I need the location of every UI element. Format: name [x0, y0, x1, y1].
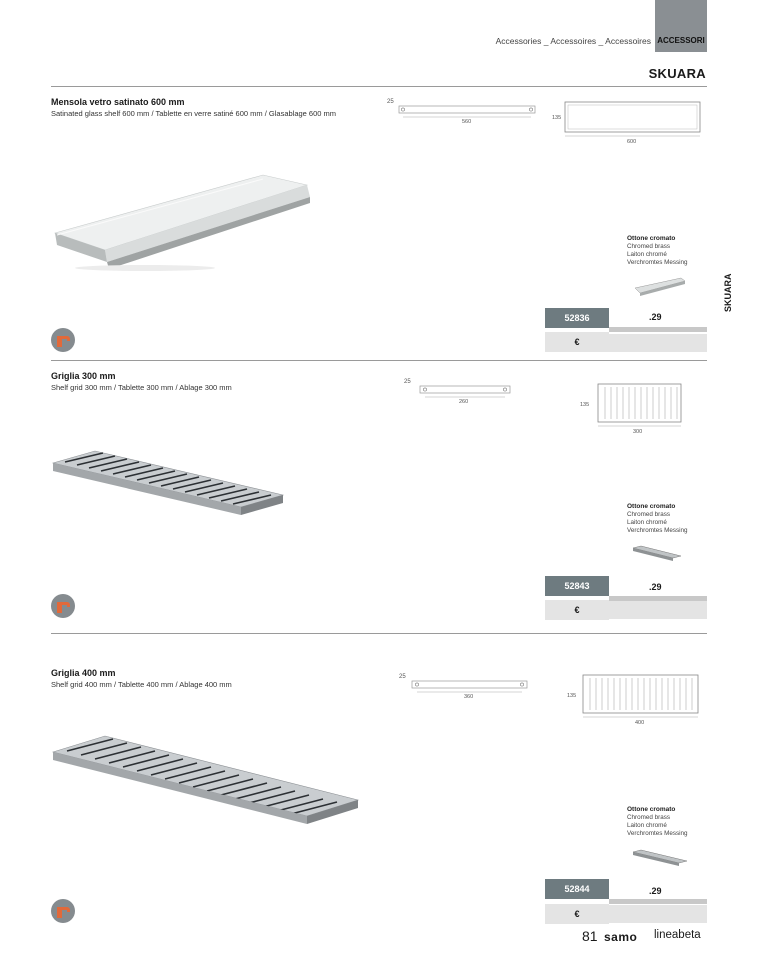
dim-inner: 360: [464, 694, 474, 700]
price-cell: [609, 905, 707, 923]
finish-name: Ottone cromato: [627, 503, 676, 510]
tap-icon: [51, 899, 75, 923]
side-collection-label: SKUARA: [723, 273, 733, 312]
finish-info: [627, 806, 688, 838]
product-code: 52843: [545, 576, 609, 596]
dim-height: 25: [404, 379, 411, 385]
finish-line: Chromed brass: [627, 243, 671, 250]
finish-line: Chromed brass: [627, 814, 671, 821]
side-view-drawing: [397, 671, 532, 701]
tap-icon: [51, 594, 75, 618]
dim-height: 25: [399, 674, 406, 680]
finish-line: Laiton chromé: [627, 519, 667, 526]
finish-badge: [51, 899, 75, 923]
product-code: 52836: [545, 308, 609, 328]
product-title: Griglia 300 mm: [51, 371, 116, 381]
price-cell: [609, 601, 707, 619]
code-suffix: .29: [649, 582, 662, 592]
dim-depth: 135: [552, 115, 562, 121]
code-suffix: .29: [649, 312, 662, 322]
finish-name: Ottone cromato: [627, 806, 676, 813]
section-tab: [655, 0, 707, 52]
tap-icon: [51, 328, 75, 352]
product-title: Griglia 400 mm: [51, 668, 116, 678]
finish-thumbnail: [631, 545, 683, 563]
category-breadcrumb: Accessories _ Accessoires _ Accessoires: [495, 36, 651, 46]
side-view-drawing: [385, 96, 545, 126]
section-tab-label: ACCESSORI: [657, 36, 705, 45]
price-bar: [609, 899, 707, 904]
dim-depth: 135: [567, 693, 577, 699]
price-cell: [609, 334, 707, 352]
product-image-grid-400: [45, 730, 365, 825]
finish-line: Verchromtes Messing: [627, 259, 688, 266]
finish-info: [627, 235, 688, 267]
finish-thumbnail: [633, 276, 688, 298]
collection-title: SKUARA: [648, 66, 706, 81]
finish-line: Laiton chromé: [627, 251, 667, 258]
finish-thumbnail: [631, 849, 689, 869]
code-suffix: .29: [649, 886, 662, 896]
currency-cell: €: [545, 600, 609, 620]
dim-width: 600: [627, 139, 637, 145]
finish-name: Ottone cromato: [627, 235, 676, 242]
currency-cell: €: [545, 904, 609, 924]
finish-badge: [51, 328, 75, 352]
dim-inner: 560: [462, 119, 472, 125]
divider: [51, 360, 707, 361]
currency-cell: €: [545, 332, 609, 352]
finish-line: Verchromtes Messing: [627, 830, 688, 837]
product-title: Mensola vetro satinato 600 mm: [51, 97, 185, 107]
finish-badge: [51, 594, 75, 618]
product-line-logo: lineabeta: [654, 929, 701, 941]
product-subtitle: Shelf grid 400 mm / Tablette 400 mm / Ablage 400 mm: [51, 680, 232, 689]
top-view-drawing: [578, 381, 688, 437]
finish-line: Verchromtes Messing: [627, 527, 688, 534]
product-subtitle: Satinated glass shelf 600 mm / Tablette en verre satiné 600 mm / Glasablage 600 mm: [51, 109, 337, 118]
dim-inner: 260: [459, 399, 469, 405]
brand-logo: samo: [604, 930, 638, 944]
finish-line: Chromed brass: [627, 511, 671, 518]
side-view-drawing: [402, 376, 520, 406]
top-view-drawing: [550, 100, 705, 146]
product-image-grid-300: [45, 445, 290, 520]
dim-height: 25: [387, 99, 394, 105]
product-subtitle: Shelf grid 300 mm / Tablette 300 mm / Ablage 300 mm: [51, 383, 232, 392]
divider: [51, 86, 707, 87]
price-bar: [609, 327, 707, 332]
dim-width: 300: [633, 429, 643, 435]
finish-info: [627, 503, 688, 535]
page-number: 81: [582, 928, 598, 944]
dim-width: 400: [635, 720, 645, 726]
product-image-glass-shelf: [45, 165, 315, 280]
top-view-drawing: [565, 672, 703, 728]
divider: [51, 633, 707, 634]
product-code: 52844: [545, 879, 609, 899]
finish-line: Laiton chromé: [627, 822, 667, 829]
dim-depth: 135: [580, 402, 590, 408]
